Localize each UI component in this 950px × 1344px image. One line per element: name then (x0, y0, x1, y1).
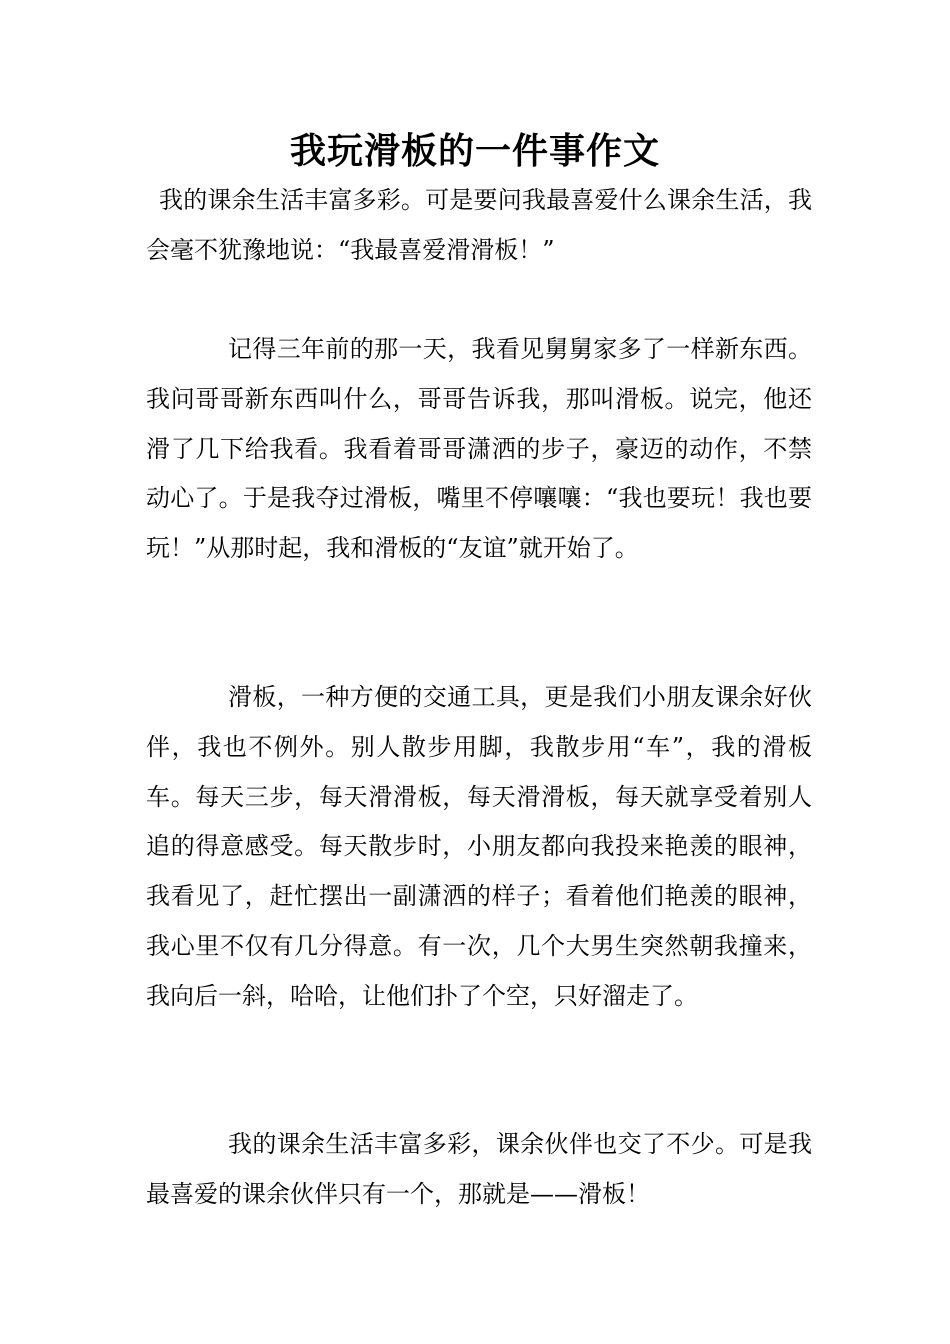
paragraph-1: 我的课余生活丰富多彩。可是要问我最喜爱什么课余生活，我会毫不犹豫地说：“我最喜爱滑滑板！” (146, 186, 812, 264)
paragraph-4: 我的课余生活丰富多彩，课余伙伴也交了不少。可是我最喜爱的课余伙伴只有一个，那就是——滑板！ (146, 1130, 812, 1208)
paragraph-3: 滑板，一种方便的交通工具，更是我们小朋友课余好伙伴，我也不例外。别人散步用脚，我散步用“车”，我的滑板车。每天三步，每天滑滑板，每天滑滑板，每天就享受着别人追的得意感受。每天散步时，小朋友都向我投来艳羡的眼神，我看见了，赶忙摆出一副潇洒的样子；看着他们艳羡的眼神，我心里不仅有几分得意。有一次，几个大男生突然朝我撞来，我向后一斜，哈哈，让他们扑了个空，只好溜走了。 (146, 683, 812, 1010)
document-title: 我玩滑板的一件事作文 (289, 131, 660, 172)
paragraph-2: 记得三年前的那一天，我看见舅舅家多了一样新东西。我问哥哥新东西叫什么，哥哥告诉我，那叫滑板。说完，他还滑了几下给我看。我看着哥哥潇洒的步子，豪迈的动作，不禁动心了。于是我夺过滑板，嘴里不停嚷嚷：“我也要玩！我也要玩！”从那时起，我和滑板的“友谊”就开始了。 (146, 335, 812, 563)
